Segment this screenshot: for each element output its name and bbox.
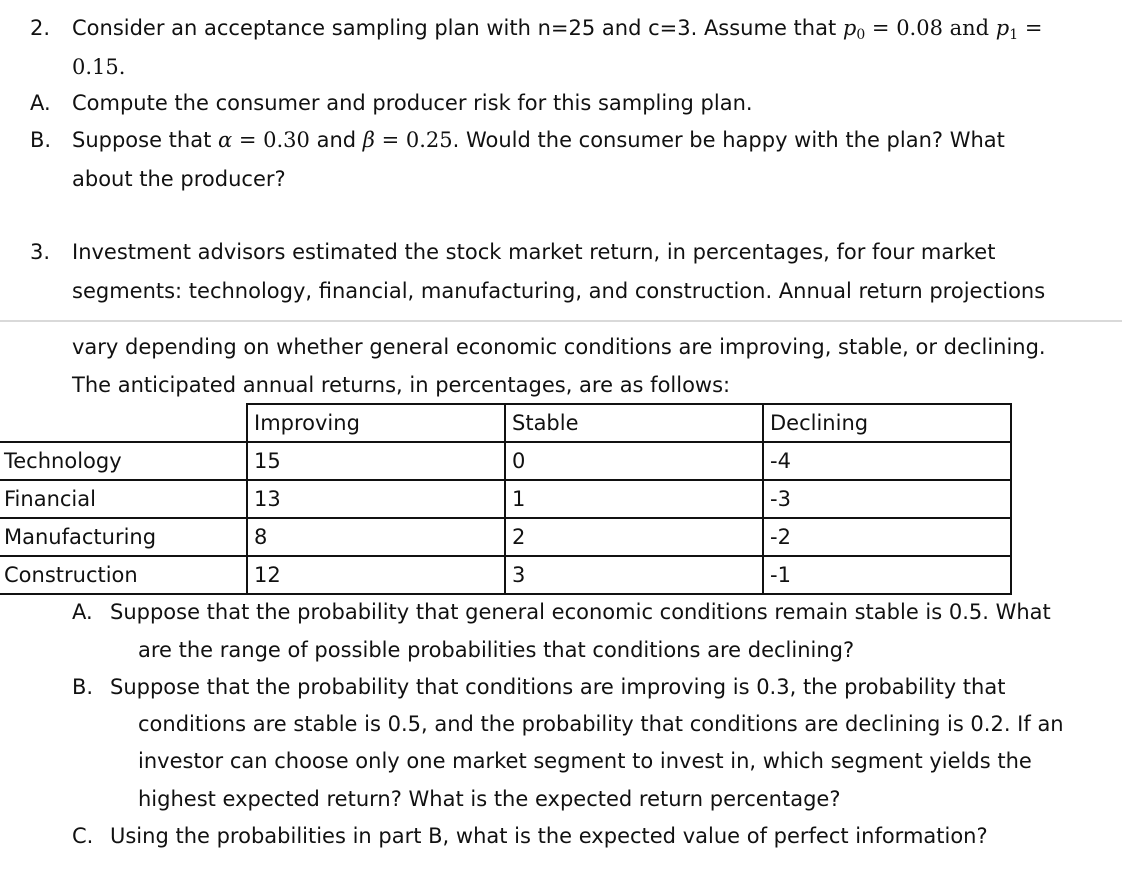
table-cell: -1 <box>763 556 1011 594</box>
question-2a-text: Compute the consumer and producer risk for this sampling plan. <box>72 91 753 115</box>
alpha-symbol: α <box>218 128 233 152</box>
table-header-row <box>0 404 1011 442</box>
table-header-cell: Improving <box>247 404 505 442</box>
question-2b-line-1: Suppose that α = 0.30 and β = 0.25. Would the consumer be happy with the plan? What <box>72 128 1005 152</box>
question-2-line-1 <box>72 14 1042 49</box>
question-2b-line-2: about the producer? <box>72 167 286 191</box>
table-cell: -3 <box>763 480 1011 518</box>
table-cell: 0 <box>505 442 763 480</box>
table-cell: 1 <box>505 480 763 518</box>
question-3a-line-2: are the range of possible probabilities that conditions are declining? <box>138 638 855 662</box>
table-row <box>0 442 1011 480</box>
p1-equals: = <box>1018 16 1043 40</box>
beta-value: = 0.25 <box>374 128 453 152</box>
question-3b-line-3: investor can choose only one market segment to invest in, which segment yields the <box>138 749 1032 773</box>
table-row-label: Construction <box>0 556 247 594</box>
question-2-number: 2. <box>30 16 51 40</box>
question-2b-label: B. <box>30 128 52 152</box>
question-3a-label: A. <box>72 600 93 624</box>
table-row-label: Financial <box>0 480 247 518</box>
table-cell: -2 <box>763 518 1011 556</box>
table-cell: -4 <box>763 442 1011 480</box>
question-3b-label: B. <box>72 675 94 699</box>
table-cell: 8 <box>247 518 505 556</box>
table-header-cell: Declining <box>763 404 1011 442</box>
question-3-line-2: segments: technology, financial, manufacturing, and construction. Annual return projections <box>72 279 1046 303</box>
question-3a-line-1: Suppose that the probability that general economic conditions remain stable is 0.5. What <box>110 600 1051 624</box>
table-cell: 12 <box>247 556 505 594</box>
table-row <box>0 480 1011 518</box>
p0-symbol: $p_0$ <box>842 16 866 43</box>
question-3-line-4: The anticipated annual returns, in percentages, are as follows: <box>72 373 731 397</box>
question-2a-label: A. <box>30 91 51 115</box>
table-cell: 15 <box>247 442 505 480</box>
alpha-value: = 0.30 <box>232 128 310 152</box>
question-3c-label: C. <box>72 824 94 848</box>
table-row <box>0 556 1011 594</box>
question-3-line-3: vary depending on whether general economic conditions are improving, stable, or declining. <box>72 335 1046 359</box>
table-cell: 3 <box>505 556 763 594</box>
beta-symbol: β <box>362 128 375 152</box>
table-cell: 2 <box>505 518 763 556</box>
table-cell: 13 <box>247 480 505 518</box>
page-break-divider <box>0 320 1122 322</box>
question-3-line-1: Investment advisors estimated the stock market return, in percentages, for four market <box>72 240 996 264</box>
table-row-label: Manufacturing <box>0 518 247 556</box>
table-header-cell <box>0 404 247 442</box>
returns-table <box>0 403 1012 595</box>
question-3b-line-2: conditions are stable is 0.5, and the probability that conditions are declining is 0.2. If an <box>138 712 1064 736</box>
table-header-cell: Stable <box>505 404 763 442</box>
question-3b-line-4: highest expected return? What is the expected return percentage? <box>138 787 841 811</box>
question-3b-line-1: Suppose that the probability that conditions are improving is 0.3, the probability that <box>110 675 1006 699</box>
question-2-text: Consider an acceptance sampling plan with n=25 and c=3. Assume that <box>72 16 843 40</box>
table-row-label: Technology <box>0 442 247 480</box>
p1-symbol: $p_1$ <box>995 16 1019 43</box>
question-2-line-2: 0.15. <box>72 55 126 79</box>
table-row <box>0 518 1011 556</box>
question-3-number: 3. <box>30 240 51 264</box>
p0-value: = 0.08 and <box>865 16 996 40</box>
question-3c-line-1: Using the probabilities in part B, what is the expected value of perfect information? <box>110 824 988 848</box>
